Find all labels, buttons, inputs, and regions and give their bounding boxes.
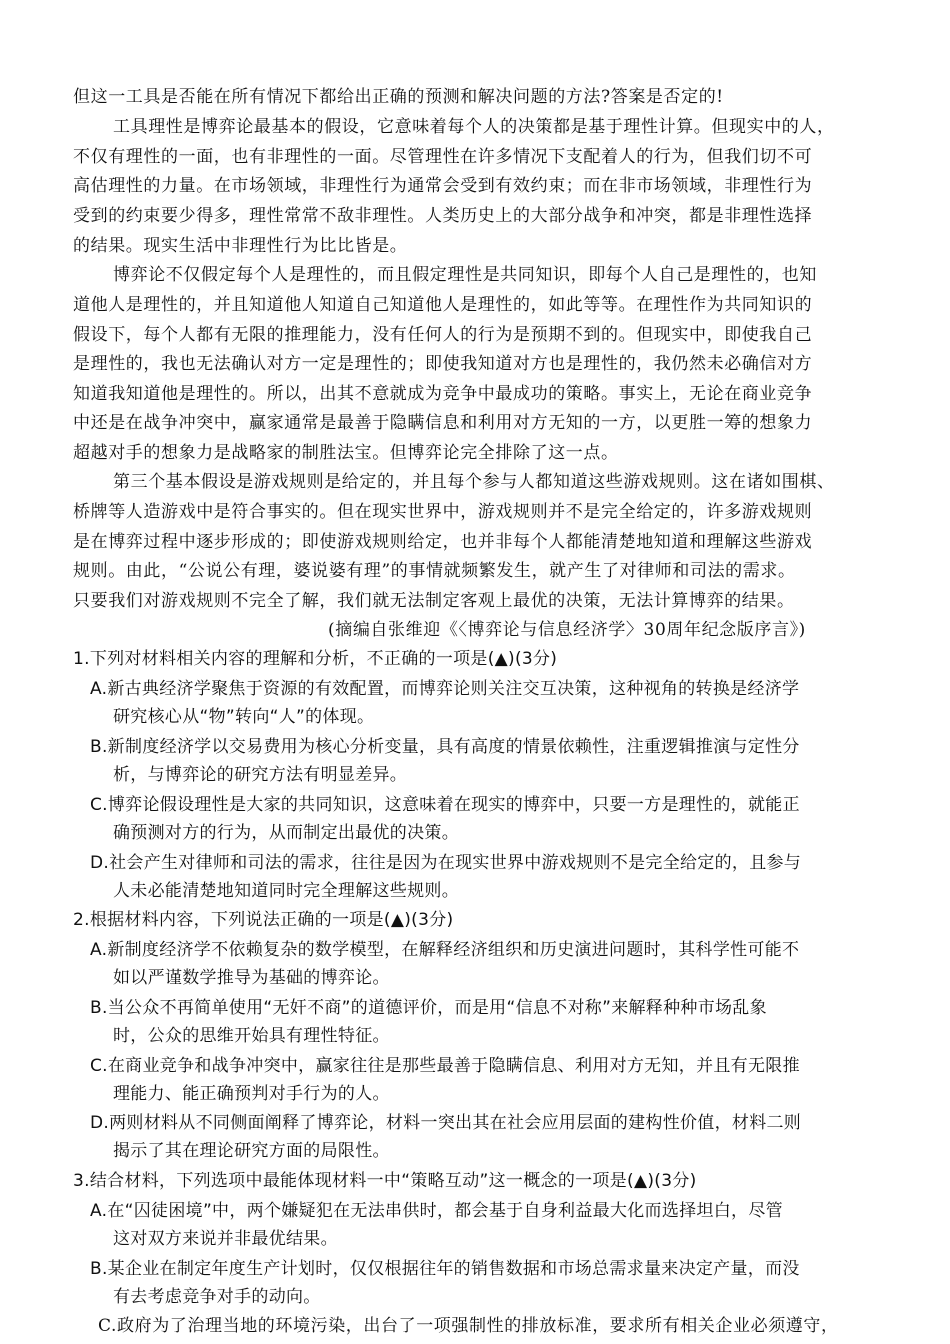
q3-option-b-cont: 有去考虑竞争对手的动向。 bbox=[113, 1287, 321, 1307]
q3-option-a-cont: 这对双方来说并非最优结果。 bbox=[113, 1229, 338, 1249]
q3-option-a: A.在“囚徒困境”中，两个嫌疑犯在无法串供时，都会基于自身利益最大化而选择坦白，尽管 bbox=[90, 1201, 783, 1221]
question-2-stem: 2.根据材料内容，下列说法正确的一项是(▲)(3分) bbox=[73, 910, 454, 930]
q1-option-c-cont: 确预测对方的行为，从而制定出最优的决策。 bbox=[113, 823, 459, 843]
paragraph-3-line: 桥牌等人造游戏中是符合事实的。但在现实世界中，游戏规则并不是完全给定的，许多游戏规则 bbox=[73, 502, 813, 522]
q1-option-b-cont: 析，与博弈论的研究方法有明显差异。 bbox=[113, 765, 408, 785]
q3-option-c: C.政府为了治理当地的环境污染，出台了一项强制性的排放标准，要求所有相关企业必须遵守， bbox=[98, 1316, 839, 1336]
q2-option-c-cont: 理能力、能正确预判对手行为的人。 bbox=[113, 1084, 390, 1104]
paragraph-1-line: 不仅有理性的一面，也有非理性的一面。尽管理性在许多情况下支配着人的行为，但我们切不可 bbox=[73, 147, 813, 167]
passage-line: 但这一工具是否能在所有情况下都给出正确的预测和解决问题的方法?答案是否定的! bbox=[73, 87, 724, 107]
paragraph-3-line: 规则。由此，“公说公有理，婆说婆有理”的事情就频繁发生，就产生了对律师和司法的需求。 bbox=[73, 561, 796, 581]
q1-option-a: A.新古典经济学聚焦于资源的有效配置，而博弈论则关注交互决策，这种视角的转换是经济学 bbox=[90, 679, 800, 699]
paragraph-2-line: 道他人是理性的，并且知道他人知道自己知道他人是理性的，如此等等。在理性作为共同知识的 bbox=[73, 295, 813, 315]
q1-option-b: B.新制度经济学以交易费用为核心分析变量，具有高度的情景依赖性，注重逻辑推演与定性分 bbox=[90, 737, 800, 757]
paragraph-2-line: 知道我知道他是理性的。所以，出其不意就成为竞争中最成功的策略。事实上，无论在商业竞争 bbox=[73, 384, 813, 404]
q1-option-c: C.博弈论假设理性是大家的共同知识，这意味着在现实的博弈中，只要一方是理性的，就能正 bbox=[90, 795, 800, 815]
q2-option-c: C.在商业竞争和战争冲突中，赢家往往是那些最善于隐瞒信息、利用对方无知，并且有无限推 bbox=[90, 1056, 800, 1076]
paragraph-2-line: 假设下，每个人都有无限的推理能力，没有任何人的行为是预期不到的。但现实中，即使我自己 bbox=[73, 325, 813, 345]
q1-option-a-cont: 研究核心从“物”转向“人”的体现。 bbox=[113, 707, 375, 727]
paragraph-1-line: 高估理性的力量。在市场领域，非理性行为通常会受到有效约束；而在非市场领域，非理性行为 bbox=[73, 176, 813, 196]
paragraph-3-line: 只要我们对游戏规则不完全了解，我们就无法制定客观上最优的决策，无法计算博弈的结果。 bbox=[73, 591, 795, 611]
question-1-stem: 1.下列对材料相关内容的理解和分析，不正确的一项是(▲)(3分) bbox=[73, 649, 558, 669]
q1-option-d-cont: 人未必能清楚地知道同时完全理解这些规则。 bbox=[113, 881, 459, 901]
q2-option-b-cont: 时，公众的思维开始具有理性特征。 bbox=[113, 1026, 390, 1046]
paragraph-1-line: 受到的约束要少得多，理性常常不敌非理性。人类历史上的大部分战争和冲突，都是非理性选择 bbox=[73, 206, 813, 226]
paragraph-3-line: 第三个基本假设是游戏规则是给定的，并且每个参与人都知道这些游戏规则。这在诸如围棋、 bbox=[113, 472, 835, 492]
q1-option-d: D.社会产生对律师和司法的需求，往往是因为在现实世界中游戏规则不是完全给定的，且参与 bbox=[90, 853, 802, 873]
paragraph-2-line: 超越对手的想象力是战略家的制胜法宝。但博弈论完全排除了这一点。 bbox=[73, 443, 619, 463]
q2-option-b: B.当公众不再简单使用“无奸不商”的道德评价，而是用“信息不对称”来解释种种市场乱象 bbox=[90, 998, 767, 1018]
paragraph-1-line: 的结果。现实生活中非理性行为比比皆是。 bbox=[73, 236, 408, 256]
question-3-stem: 3.结合材料，下列选项中最能体现材料一中“策略互动”这一概念的一项是(▲)(3分) bbox=[73, 1171, 697, 1191]
q2-option-a-cont: 如以严谨数学推导为基础的博弈论。 bbox=[113, 968, 390, 988]
paragraph-3-line: 是在博弈过程中逐步形成的；即使游戏规则给定，也并非每个人都能清楚地知道和理解这些游戏 bbox=[73, 532, 813, 552]
q2-option-a: A.新制度经济学不依赖复杂的数学模型，在解释经济组织和历史演进问题时，其科学性可能不 bbox=[90, 940, 800, 960]
paragraph-2-line: 中还是在战争冲突中，赢家通常是最善于隐瞒信息和利用对方无知的一方，以更胜一筹的想象力 bbox=[73, 413, 813, 433]
paragraph-1-line: 工具理性是博弈论最基本的假设，它意味着每个人的决策都是基于理性计算。但现实中的人， bbox=[113, 117, 835, 137]
q2-option-d-cont: 揭示了其在理论研究方面的局限性。 bbox=[113, 1141, 390, 1161]
q2-option-d: D.两则材料从不同侧面阐释了博弈论，材料一突出其在社会应用层面的建构性价值，材料二则 bbox=[90, 1113, 802, 1133]
paragraph-2-line: 是理性的，我也无法确认对方一定是理性的；即使我知道对方也是理性的，我仍然未必确信对方 bbox=[73, 354, 813, 374]
paragraph-2-line: 博弈论不仅假定每个人是理性的，而且假定理性是共同知识，即每个人自己是理性的，也知 bbox=[113, 265, 817, 285]
q3-option-b: B.某企业在制定年度生产计划时，仅仅根据往年的销售数据和市场总需求量来决定产量，而没 bbox=[90, 1259, 800, 1279]
source-citation: (摘编自张维迎《〈博弈论与信息经济学〉30周年纪念版序言》) bbox=[328, 620, 806, 640]
